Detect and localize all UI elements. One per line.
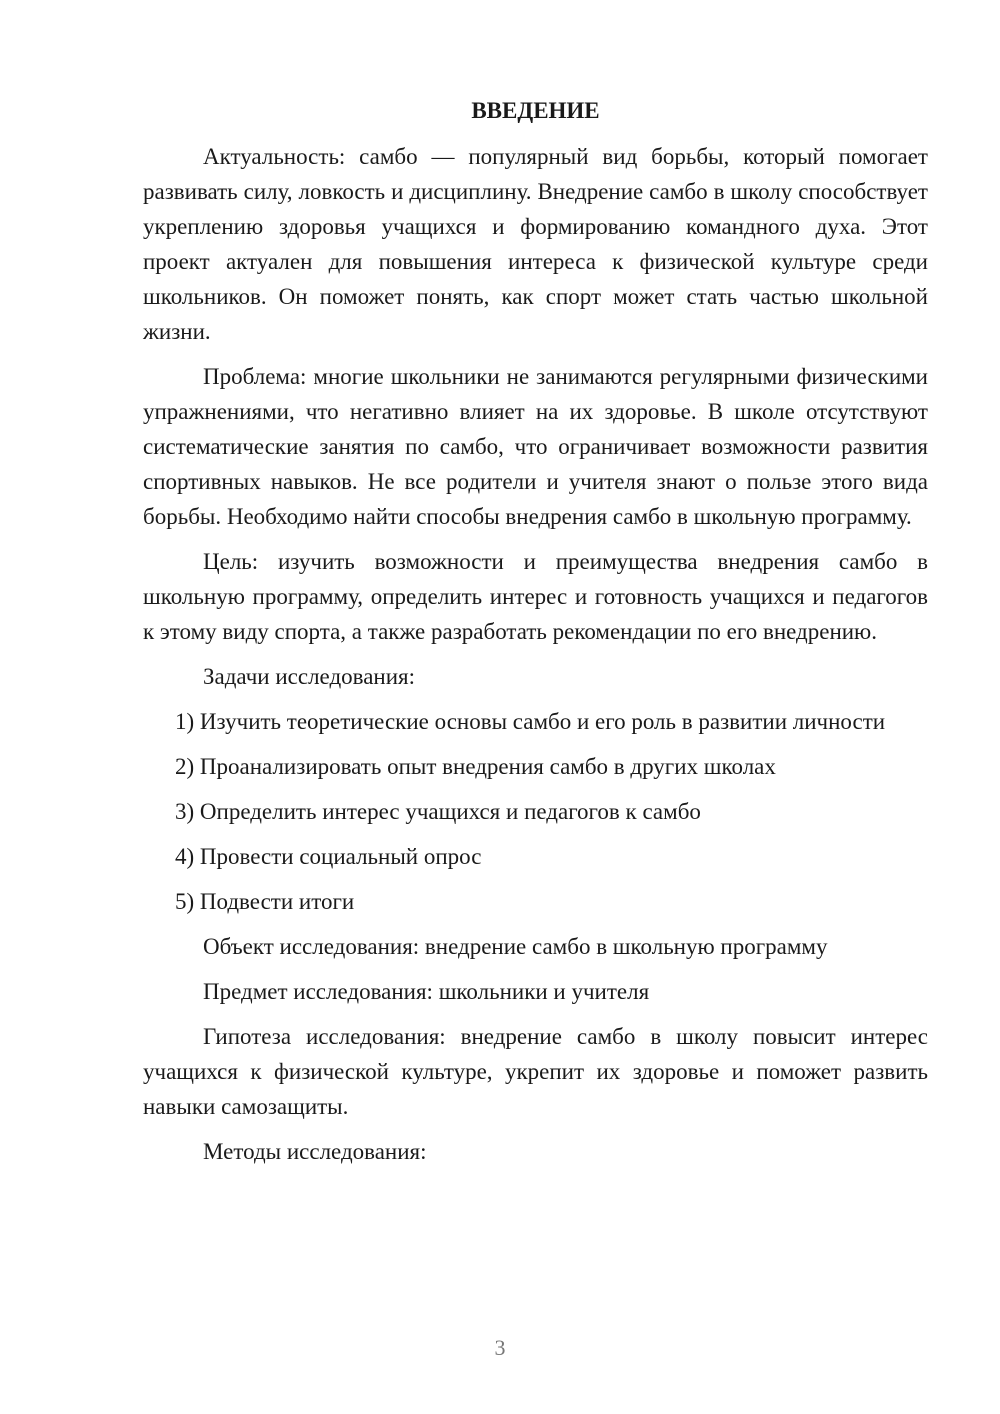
task-item: 2) Проанализировать опыт внедрения самбо в других школах bbox=[175, 754, 776, 779]
task-item: 4) Провести социальный опрос bbox=[175, 844, 482, 869]
page-content bbox=[143, 96, 928, 1179]
research-subject: Предмет исследования: школьники и учителя bbox=[203, 979, 650, 1004]
page-number: 3 bbox=[494, 1335, 506, 1360]
goal-paragraph: Цель: изучить возможности и преимущества внедрения самбо в школьную программу, определить интерес и готовность учащихся и педагогов к этому виду спорта, а также разработать рекомендации по его внедрению. bbox=[143, 549, 928, 644]
relevance-paragraph: Актуальность: самбо — популярный вид борьбы, который помогает развивать силу, ловкость и дисциплину. Внедрение самбо в школу способствует укреплению здоровья учащихся и формированию командного духа. Этот проект актуален для повышения интереса к физической культуре среди школьников. Он поможет понять, как спорт может стать частью школьной жизни. bbox=[143, 144, 928, 344]
section-title: ВВЕДЕНИЕ bbox=[471, 98, 600, 123]
methods-heading: Методы исследования: bbox=[203, 1139, 427, 1164]
task-item: 1) Изучить теоретические основы самбо и его роль в развитии личности bbox=[175, 709, 886, 734]
problem-paragraph: Проблема: многие школьники не занимаются регулярными физическими упражнениями, что негативно влияет на их здоровье. В школе отсутствуют систематические занятия по самбо, что ограничивает возможности развития спортивных навыков. Не все родители и учителя знают о пользе этого вида борьбы. Необходимо найти способы внедрения самбо в школьную программу. bbox=[143, 364, 928, 529]
research-object: Объект исследования: внедрение самбо в школьную программу bbox=[203, 934, 828, 959]
tasks-heading: Задачи исследования: bbox=[203, 664, 416, 689]
task-item: 3) Определить интерес учащихся и педагогов к самбо bbox=[175, 799, 701, 824]
task-item: 5) Подвести итоги bbox=[175, 889, 355, 914]
hypothesis-paragraph: Гипотеза исследования: внедрение самбо в школу повысит интерес учащихся к физической культуре, укрепит их здоровье и поможет развить навыки самозащиты. bbox=[143, 1024, 928, 1119]
